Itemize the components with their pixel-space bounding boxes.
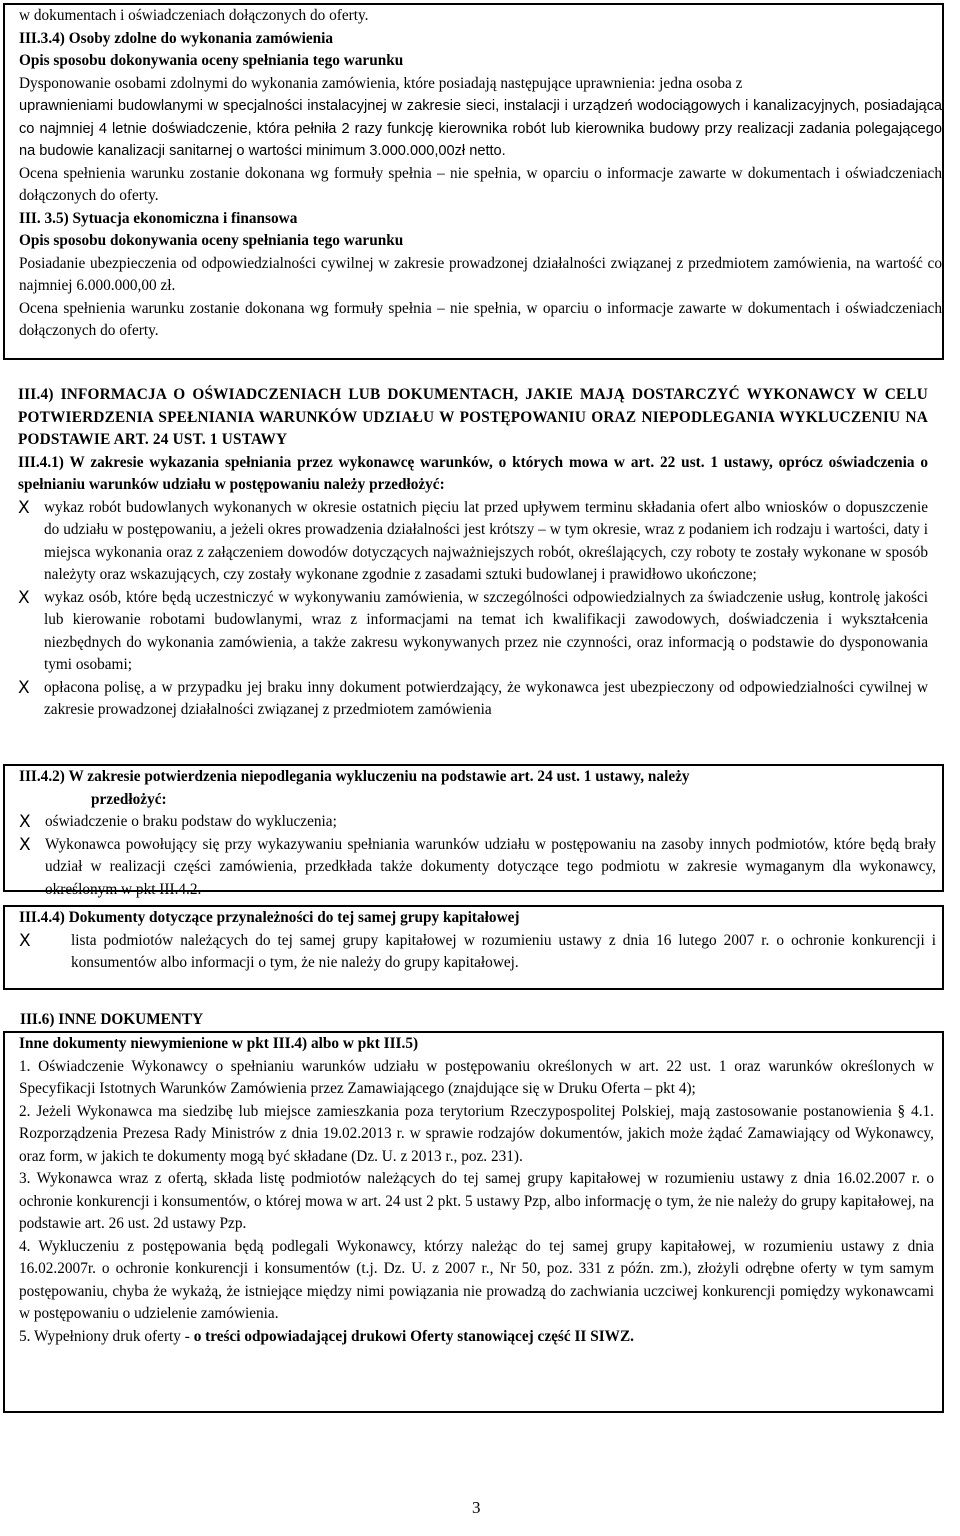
item-text-bold: o treści odpowiadającej drukowi Oferty stanowiącej część II SIWZ.	[193, 1327, 634, 1345]
numbered-item	[19, 1326, 934, 1349]
method-label: Opis sposobu dokonywania oceny spełniania tego warunku	[19, 232, 404, 249]
list-item	[18, 677, 928, 722]
assessment-text: Ocena spełnienia warunku zostanie dokonana wg formuły spełnia – nie spełnia, w oparciu o informacje zawarte w dokumentach i oświadczeniach dołączonych do oferty.	[19, 299, 942, 339]
list-item-text: wykaz robót budowlanych wykonanych w okresie ostatnich pięciu lat przed upływem terminu składania ofert albo wniosków o dopuszczenie do udziału w postępowaniu, a jeżeli okres prowadzenia działalności jest krótszy – w tym okresie, wraz z podaniem ich rodzaju i wartości, daty i miejsca wykonania oraz z załączeniem dowodów dotyczących najważniejszych robót, określających, czy roboty te zostały wykonane w sposób należyty oraz wskazujących, czy zostały wykonane zgodnie z zasadami sztuki budowlanej i prawidłowo ukończone;	[44, 498, 928, 583]
economic-requirement: Posiadanie ubezpieczenia od odpowiedzialności cywilnej w zakresie prowadzonej działalności związanej z przedmiotem zamówienia, na wartość co najmniej 6.000.000,00 zł.	[19, 254, 942, 294]
other-documents-subheading: Inne dokumenty niewymienione w pkt III.4) albo w pkt III.5)	[19, 1035, 419, 1052]
list-item	[19, 930, 936, 975]
numbered-item: 1. Oświadczenie Wykonawcy o spełnianiu warunków udziału w postępowaniu określonych w art. 22 ust. 1 oraz warunków określonych w Specyfikacji Istotnych Warunków Zamówienia przez Zamawiającego (znajdujące się w Druku Oferta – pkt 4);	[19, 1057, 934, 1097]
list-item	[18, 587, 928, 677]
persons-requirement: uprawnieniami budowlanymi w specjalności instalacyjnej w zakresie sieci, instalacji i urządzeń wodociągowych i kanalizacyjnych, posiadająca co najmniej 4 letnie doświadczenie, która pełniła 2 razy funkcję kierownika robót lub kierownika budowy przy realizacji zadania polegającego na budowie kanalizacji sanitarnej o wartości minimum 3.000.000,00zł netto.	[19, 98, 942, 159]
subsection-heading-4-2: III.4.2) W zakresie potwierdzenia niepodlegania wykluczeniu na podstawie art. 24 ust. 1 ustawy, należy	[19, 768, 690, 785]
list-item-text: oświadczenie o braku podstaw do wykluczenia;	[45, 813, 337, 830]
heading-persons: III.3.4) Osoby zdolne do wykonania zamówienia	[19, 29, 334, 47]
other-documents-heading: III.6) INNE DOKUMENTY	[20, 1011, 204, 1028]
conditions-box	[3, 3, 944, 360]
subsection-heading-4-4: III.4.4) Dokumenty dotyczące przynależności do tej samej grupy kapitałowej	[19, 909, 520, 926]
persons-first-line: Dysponowanie osobami zdolnymi do wykonania zamówienia, które posiadają następujące uprawnienia: jedna osoba z	[19, 74, 743, 92]
continuation-line: w dokumentach i oświadczeniach dołączonych do oferty.	[19, 7, 369, 24]
numbered-item: 2. Jeżeli Wykonawca ma siedzibę lub miejsce zamieszkania poza terytorium Rzeczypospolitej Polskiej, mają zastosowanie postanowienia § 4.1. Rozporządzenia Prezesa Rady Ministrów z dnia 19.02.2013 r. w sprawie rodzajów dokumentów, jakich może żądać Zamawiający od Wykonawcy, oraz form, w jakich te dokumenty mogą być składane (Dz. U. z 2013 r., poz. 231).	[19, 1102, 934, 1165]
page-number: 3	[472, 1498, 481, 1517]
x-mark-icon: X	[18, 677, 30, 698]
assessment-text: Ocena spełnienia warunku zostanie dokonana wg formuły spełnia – nie spełnia, w oparciu o informacje zawarte w dokumentach i oświadczeniach dołączonych do oferty.	[19, 164, 942, 204]
x-mark-icon: X	[18, 587, 30, 608]
list-item	[18, 497, 928, 587]
numbered-item: 4. Wykluczeniu z postępowania będą podlegali Wykonawcy, którzy należąc do tej samej grupy kapitałowej, w rozumieniu ustawy z dnia 16.02.2007r. o ochronie konkurencji i konsumentów (t.j. Dz. U. z 2007 r., Nr 50, poz. 331 z późn. zm.), złożyli odrębne oferty w tym samym postępowaniu, chyba że wykażą, że istniejące między nimi powiązania nie prowadzą do zachwiania uczciwej konkurencji pomiędzy wykonawcami w postępowaniu o udzielenie zamówienia.	[19, 1237, 934, 1322]
numbered-item: 3. Wykonawca wraz z ofertą, składa listę podmiotów należących do tej samej grupy kapitałowej w rozumieniu ustawy z dnia 16.02.2007 r. o ochronie konkurencji i konsumentów, o której mowa w art. 24 ust 2 pkt. 5 ustawy Pzp, albo informację o tym, że nie należy do grupy kapitałowej, na podstawie art. 26 ust. 2d ustawy Pzp.	[19, 1170, 934, 1232]
capital-group-box	[3, 905, 944, 990]
method-label: Opis sposobu dokonywania oceny spełniania tego warunku	[19, 52, 404, 69]
exclusion-box	[3, 764, 944, 898]
section-heading: III.4) INFORMACJA O OŚWIADCZENIACH LUB DOKUMENTACH, JAKIE MAJĄ DOSTARCZYĆ WYKONAWCY W CELU POTWIERDZENIA SPEŁNIANIA WARUNKÓW UDZIAŁU W POSTĘPOWANIU ORAZ NIEPODLEGANIA WYKLUCZENIU NA PODSTAWIE ART. 24 UST. 1 USTAWY	[18, 386, 928, 448]
section-documents	[18, 384, 928, 722]
list-item-text: wykaz osób, które będą uczestniczyć w wykonywaniu zamówienia, w szczególności odpowiedzialnych za świadczenie usług, kontrolę jakości lub kierowanie robotami budowlanymi, wraz z informacjami na temat ich kwalifikacji zawodowych, doświadczenia i wykształcenia niezbędnych do wykonania zamówienia, a także zakresu wykonywanych przez nie czynności, oraz informacją o podstawie do dysponowania tymi osobami;	[44, 588, 928, 673]
x-mark-icon: X	[18, 497, 30, 518]
list-item	[19, 834, 936, 902]
x-mark-icon: X	[19, 812, 31, 832]
list-item-text: opłacona polisę, a w przypadku jej braku inny dokument potwierdzający, że wykonawca jest ubezpieczony od odpowiedzialności cywilnej w zakresie prowadzonej działalności związanej z przedmiotem zamówienia	[44, 678, 928, 718]
subsection-heading-4-1: III.4.1) W zakresie wykazania spełniania przez wykonawcę warunków, o których mowa w art. 22 ust. 1 ustawy, oprócz oświadczenia o spełnianiu warunków udziału w postępowaniu należy przedłożyć:	[18, 453, 928, 493]
list-item-text: lista podmiotów należących do tej samej grupy kapitałowej w rozumieniu ustawy z dnia 16 lutego 2007 r. o ochronie konkurencji i konsumentów albo informacji o tym, że nie należy do grupy kapitałowej.	[71, 931, 936, 971]
list-item-text: Wykonawca powołujący się przy wykazywaniu spełniania warunków udziału w postępowaniu na zasoby innych podmiotów, które będą brały udział w realizacji części zamówienia, przedkłada także dokumenty dotyczące tego podmiotu w zakresie wymaganym dla wykonawcy, określonym w pkt III.4.2.	[45, 835, 936, 898]
list-item	[19, 811, 936, 834]
item-text: 5. Wypełniony druk oferty -	[19, 1327, 194, 1345]
x-mark-icon: X	[19, 930, 31, 951]
other-documents-box	[3, 1031, 944, 1413]
heading-economic: III. 3.5) Sytuacja ekonomiczna i finansowa	[19, 209, 298, 227]
subsection-heading-4-2-cont: przedłożyć:	[91, 790, 167, 808]
x-mark-icon: X	[19, 834, 31, 855]
